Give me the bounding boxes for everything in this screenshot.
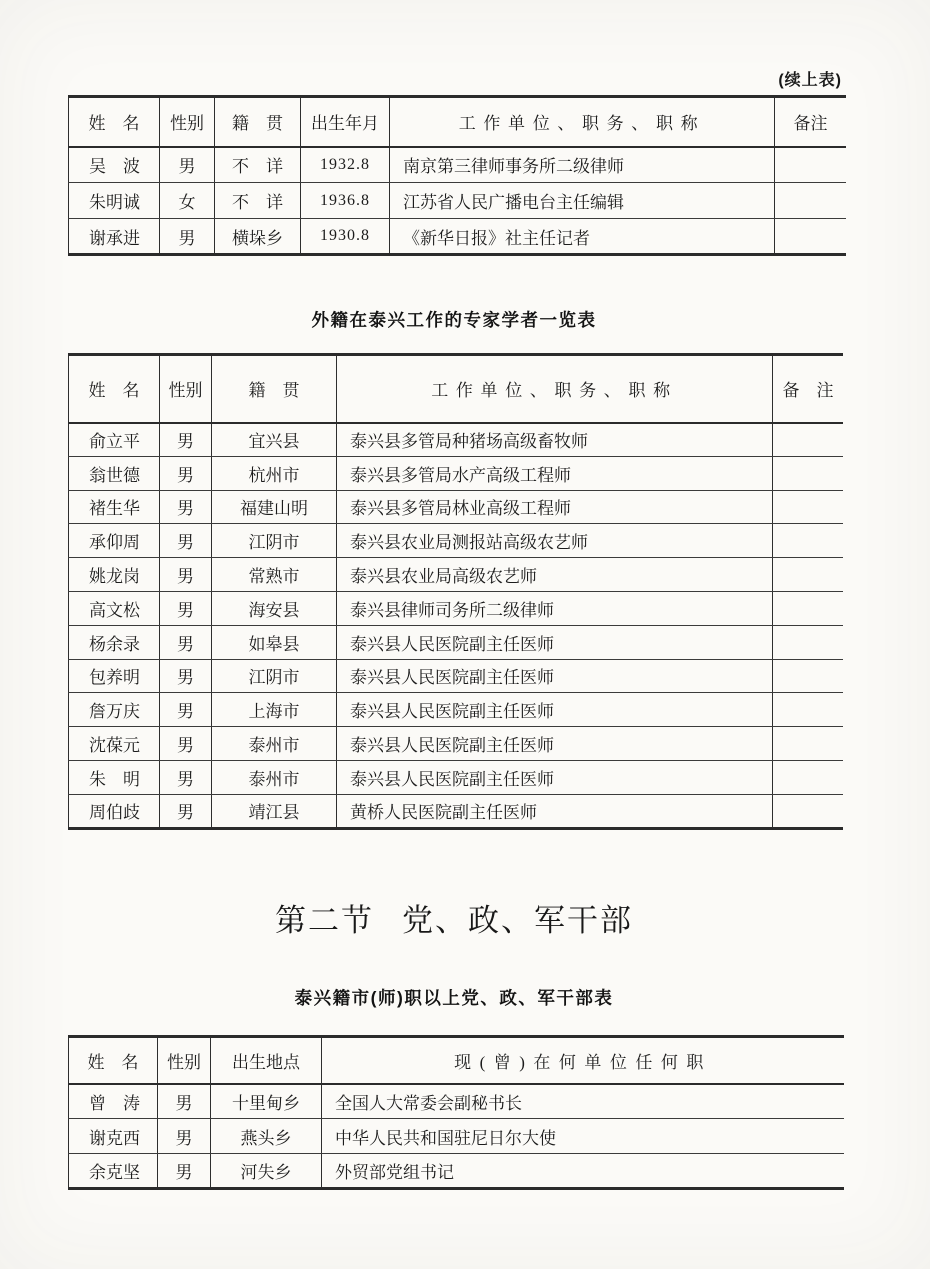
table-cell [773,558,844,592]
cadres-table-title: 泰兴籍市(师)职以上党、政、军干部表 [294,988,614,1008]
table-cell: 宜兴县 [212,423,337,457]
table-cell: 泰兴县人民医院副主任医师 [337,693,773,727]
column-header: 工作单位、职务、职称 [390,97,775,147]
table-cell: 男 [158,1119,211,1154]
table-cell: 俞立平 [69,423,160,457]
table-cell: 全国人大常委会副秘书长 [322,1084,845,1119]
table-cell: 河失乡 [211,1154,322,1189]
table-header-row [69,97,847,147]
column-header: 工作单位、职务、职称 [337,355,773,423]
table-cell [773,625,844,659]
table-cell: 男 [160,625,212,659]
table-cell [773,524,844,558]
table-cell: 如皋县 [212,625,337,659]
table-row [69,183,847,219]
table-cell: 海安县 [212,591,337,625]
table-cell [773,456,844,490]
table-cell [773,423,844,457]
table-cell: 南京第三律师事务所二级律师 [390,147,775,183]
table-cell: 周伯歧 [69,794,160,828]
table-cell: 泰州市 [212,727,337,761]
table-cell: 不 详 [215,183,301,219]
section-heading [68,895,840,940]
table-cell: 男 [160,693,212,727]
table-cell: 男 [160,147,215,183]
table-row [69,1084,845,1119]
column-header: 籍 贯 [212,355,337,423]
table-row [69,558,844,592]
table-cell: 福建山明 [212,490,337,524]
continued-note: (续上表) [778,72,842,89]
table-cell: 男 [160,659,212,693]
table-cell: 杨余录 [69,625,160,659]
table-cell: 杭州市 [212,456,337,490]
table-row [69,760,844,794]
column-header: 姓 名 [69,1037,158,1084]
table-cell: 上海市 [212,693,337,727]
table-cell: 男 [160,456,212,490]
table-cell: 泰兴县人民医院副主任医师 [337,659,773,693]
table-row [69,490,844,524]
table-row [69,147,847,183]
table-cell: 泰兴县多管局林业高级工程师 [337,490,773,524]
column-header: 性别 [158,1037,211,1084]
table-row [69,625,844,659]
table-cell: 外贸部党组书记 [335,1163,454,1182]
table-cell: 男 [160,219,215,255]
table-cell: 褚生华 [69,490,160,524]
table-row [69,456,844,490]
table-cell [773,760,844,794]
table-cell: 吴 波 [69,147,160,183]
table-cell: 男 [160,524,212,558]
table-row [69,1154,845,1189]
table-cell: 江苏省人民广播电台主任编辑 [390,183,775,219]
table-cell: 谢克西 [69,1119,158,1154]
column-header: 备注 [775,97,847,147]
section-number: 第二节 [275,903,374,938]
table-cell: 泰兴县律师司务所二级律师 [337,591,773,625]
table-cell: 男 [160,727,212,761]
table-row [69,693,844,727]
table-cell: 泰兴县农业局高级农艺师 [337,558,773,592]
section-title: 党、政、军干部 [402,903,633,938]
table-cell: 谢承进 [69,219,160,255]
table-cell: 男 [158,1084,211,1119]
table-cell: 常熟市 [212,558,337,592]
table-cell: 男 [160,490,212,524]
table-cell: 《新华日报》社主任记者 [390,219,775,255]
table-cell [773,490,844,524]
table-cell: 江阴市 [212,524,337,558]
table-cell [773,659,844,693]
column-header: 性别 [160,97,215,147]
table-cell [775,183,847,219]
table-cell: 横垛乡 [215,219,301,255]
column-header: 出生地点 [211,1037,322,1084]
table-cell: 朱明诚 [69,183,160,219]
table-cell: 男 [160,558,212,592]
column-header: 籍 贯 [215,97,301,147]
table-cell: 包养明 [69,659,160,693]
table-cell: 男 [160,591,212,625]
table-cell: 燕头乡 [211,1119,322,1154]
table-cell: 泰兴县人民医院副主任医师 [337,727,773,761]
table-cell: 泰州市 [212,760,337,794]
table-cell: 男 [160,760,212,794]
table-cell: 十里甸乡 [211,1084,322,1119]
experts-table-title: 外籍在泰兴工作的专家学者一览表 [311,310,597,330]
table-cell: 朱 明 [69,760,160,794]
table-cell [775,147,847,183]
column-header: 性别 [160,355,212,423]
table-cell: 余克坚 [69,1154,158,1189]
table-cell: 1930.8 [301,219,390,255]
table-cell: 沈葆元 [69,727,160,761]
cadres-table [68,1035,844,1190]
table-cell: 靖江县 [212,794,337,828]
table-cell: 泰兴县多管局水产高级工程师 [337,456,773,490]
table-cell: 詹万庆 [69,693,160,727]
column-header: 备 注 [773,355,844,423]
table-cell [773,794,844,828]
table-cell: 1936.8 [301,183,390,219]
table-row [69,591,844,625]
column-header: 姓 名 [69,97,160,147]
table-cell: 泰兴县人民医院副主任医师 [337,760,773,794]
table-cell [773,727,844,761]
table-cell: 男 [158,1154,211,1189]
table-cell: 男 [160,794,212,828]
table-cell: 男 [160,423,212,457]
table-cell [775,219,847,255]
table-cell: 女 [160,183,215,219]
continued-table [68,95,846,256]
table-row [69,423,844,457]
table-cell: 泰兴县多管局种猪场高级畜牧师 [337,423,773,457]
experts-table [68,353,843,830]
table-cell: 高文松 [69,591,160,625]
table-cell: 承仰周 [69,524,160,558]
table-cell [773,591,844,625]
table-cell: 曾 涛 [69,1084,158,1119]
column-header: 出生年月 [301,97,390,147]
table-cell: 黄桥人民医院副主任医师 [337,794,773,828]
table-cell: 1932.8 [301,147,390,183]
table-row [69,659,844,693]
table-row [69,524,844,558]
table-cell: 翁世德 [69,456,160,490]
table-header-row [69,1037,845,1084]
table-header-row [69,355,844,423]
table-cell: 江阴市 [212,659,337,693]
column-header: 现(曾)在何单位任何职 [322,1037,845,1084]
table-row [69,219,847,255]
table-cell [773,693,844,727]
table-cell: 中华人民共和国驻尼日尔大使 [322,1119,845,1154]
table-row [69,794,844,828]
table-cell: 不 详 [215,147,301,183]
table-row [69,727,844,761]
table-cell: 泰兴县农业局测报站高级农艺师 [337,524,773,558]
column-header: 姓 名 [69,355,160,423]
table-cell: 泰兴县人民医院副主任医师 [337,625,773,659]
table-cell: 姚龙岗 [69,558,160,592]
table-row [69,1119,845,1154]
